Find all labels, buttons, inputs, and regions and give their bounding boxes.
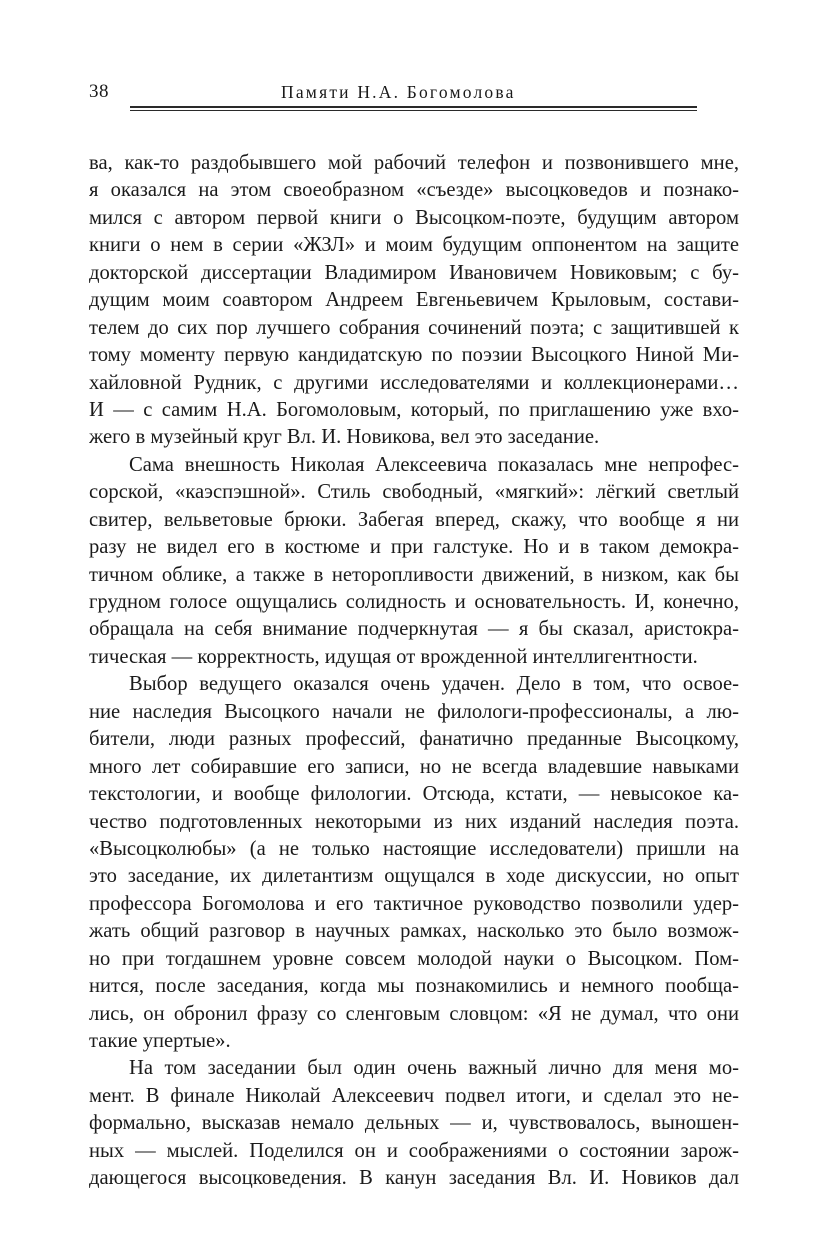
text-line: ва, как-то раздобывшего мой рабочий телефон и позвонившего мне, bbox=[89, 152, 739, 174]
text-line: грудном голосе ощущались солидность и основательность. И, конечно, bbox=[89, 591, 739, 613]
text-line: бители, люди разных профессий, фанатично преданные Высоцкому, bbox=[89, 728, 739, 751]
text-line: обращала на себя внимание подчеркнутая — я бы сказал, аристокра- bbox=[89, 618, 739, 641]
text-line: дущим моим соавтором Андреем Евгеньевичем Крыловым, состави- bbox=[89, 289, 739, 312]
page-number: 38 bbox=[89, 81, 109, 102]
text-line: «Высоцколюбы» (а не только настоящие исследователи) пришли на bbox=[89, 837, 739, 860]
text-line: лись, он обронил фразу со сленговым словцом: «Я не думал, что они bbox=[89, 1002, 739, 1025]
text-line: ние наследия Высоцкого начали не филологи-профессионалы, а лю- bbox=[89, 700, 739, 723]
text-line: мент. В финале Николай Алексеевич подвел итоги, и сделал это не- bbox=[89, 1084, 739, 1107]
book-page bbox=[89, 0, 739, 1241]
text-line: такие упертые». bbox=[89, 1030, 231, 1052]
text-line: книги о нем в серии «ЖЗЛ» и моим будущим оппонентом на защите bbox=[89, 234, 739, 257]
text-line: мился с автором первой книги о Высоцком-поэте, будущим автором bbox=[89, 206, 739, 229]
text-line: докторской диссертации Владимиром Ивановичем Новиковым; с бу- bbox=[89, 261, 739, 284]
text-line: хайловной Рудник, с другими исследователями и коллекционерами… bbox=[89, 371, 739, 394]
text-line: Выбор ведущего оказался очень удачен. Дело в том, что освое- bbox=[129, 673, 739, 696]
text-line: И — с самим Н.А. Богомоловым, который, по приглашению уже вхо- bbox=[89, 398, 739, 421]
text-line: свитер, вельветовые брюки. Забегая вперед, скажу, что вообще я ни bbox=[89, 508, 739, 531]
running-head bbox=[89, 80, 739, 104]
text-line: разу не видел его в костюме и при галстуке. Но и в таком демокра- bbox=[89, 536, 739, 559]
text-line: тичном облике, а также в неторопливости движений, в низком, как бы bbox=[89, 563, 739, 586]
text-line: жать общий разговор в научных рамках, насколько это было возмож- bbox=[89, 920, 739, 943]
text-line: я оказался на этом своеобразном «съезде» высоцковедов и познако- bbox=[89, 179, 739, 202]
text-line: Сама внешность Николая Алексеевича показалась мне непрофес- bbox=[129, 453, 739, 476]
text-line: профессора Богомолова и его тактичное руководство позволили удер- bbox=[89, 892, 739, 915]
text-line: но при тогдашнем уровне совсем молодой науки о Высоцком. Пом- bbox=[89, 947, 739, 970]
text-line: дающегося высоцковедения. В канун заседания Вл. И. Новиков дал bbox=[89, 1167, 739, 1190]
header-rule-thin bbox=[130, 110, 697, 111]
text-line: тому моменту первую кандидатскую по поэзии Высоцкого Ниной Ми- bbox=[89, 344, 739, 367]
text-line: тическая — корректность, идущая от врожденной интеллигентности. bbox=[89, 645, 698, 668]
text-line: текстологии, и вообще филологии. Отсюда, кстати, — невысокое ка- bbox=[89, 783, 739, 806]
text-line: ных — мыслей. Поделился он и соображениями о состоянии зарож- bbox=[89, 1139, 739, 1162]
text-line: телем до сих пор лучшего собрания сочинений поэта; с защитившей к bbox=[89, 316, 739, 339]
header-rule-thick bbox=[130, 106, 697, 108]
text-line: это заседание, их дилетантизм ощущался в ходе дискуссии, но опыт bbox=[89, 865, 739, 888]
text-line: много лет собиравшие его записи, но не всегда владевшие навыками bbox=[89, 755, 739, 778]
text-line: сорской, «каэспэшной». Стиль свободный, «мягкий»: лёгкий светлый bbox=[89, 481, 739, 504]
text-line: формально, высказав немало дельных — и, чувствовалось, выношен- bbox=[89, 1112, 739, 1135]
body-text bbox=[89, 150, 739, 1193]
text-line: нится, после заседания, когда мы познакомились и немного пообща- bbox=[89, 975, 739, 998]
text-line: жего в музейный круг Вл. И. Новикова, вел это заседание. bbox=[89, 426, 600, 449]
text-line: чество подготовленных некоторыми из них изданий наследия поэта. bbox=[89, 810, 739, 833]
text-line: На том заседании был один очень важный лично для меня мо- bbox=[129, 1057, 739, 1080]
running-title: Памяти Н.А. Богомолова bbox=[281, 82, 516, 102]
